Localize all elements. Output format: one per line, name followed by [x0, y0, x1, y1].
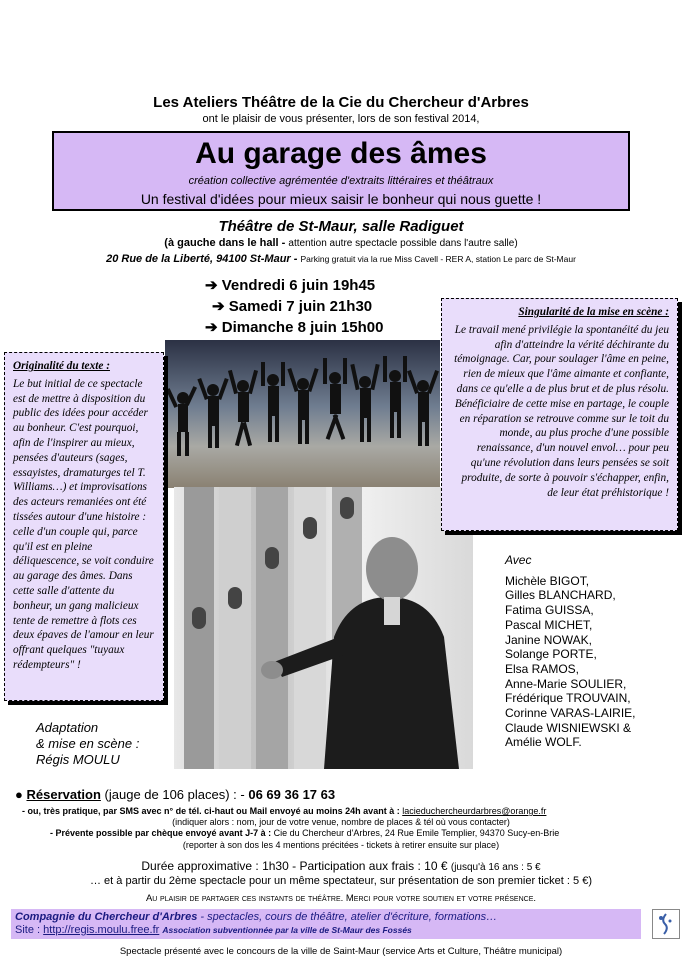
- date-text: Samedi 7 juin 21h30: [228, 298, 373, 315]
- header-org: Les Ateliers Théâtre de la Cie du Chercheur d'Arbres: [153, 94, 529, 111]
- presale-address: Cie du Chercheur d'Arbres, 24 Rue Emile Templier, 94370 Sucy-en-Brie: [273, 828, 560, 838]
- site-label: Site :: [15, 924, 41, 936]
- tree-logo-icon: [653, 910, 679, 938]
- adaptation-line1: Adaptation: [36, 720, 99, 735]
- show-title: Au garage des âmes: [195, 137, 487, 170]
- arrow-right-icon: ➔: [205, 319, 218, 336]
- show-tagline: Un festival d'idées pour mieux saisir le bonheur qui nous guette !: [140, 191, 542, 207]
- cast-member: Elsa RAMOS,: [505, 661, 580, 676]
- reservation-line: [15, 787, 335, 802]
- reservation-sms-note: (indiquer alors : nom, jour de votre venue, nombre de places & tél où vous contacter): [172, 817, 510, 827]
- duration-line: [0, 859, 682, 873]
- title-box: [52, 131, 630, 211]
- venue-parking: Parking gratuit via la rue Miss Cavell - RER A, station Le parc de St-Maur: [300, 254, 576, 264]
- adaptation-credit: [36, 720, 176, 768]
- arrow-right-icon: ➔: [205, 277, 218, 294]
- cast-list: [505, 553, 675, 750]
- originality-body: Le but initial de ce spectacle est de mettre à disposition du public des idées pour accéder au bonheur. C'est pourquoi, afin de l'inspirer au mieux, pensées d'auteurs (sages, essayistes, dramaturges tel T. Williams…) et improvisations des acteurs remaniées ont été tissées autour d'une histoire : celle d'un couple qui, parce qu'il est en pleine déliquescence, se voit conduire au garage des âmes. Dans cette salle d'attente du bonheur, un gang malicieux tente de remettre à flots ces deux épaves de l'amour en leur offrant quelques "tuyaux rédempteurs" !: [13, 377, 154, 671]
- reservation-presale: [50, 828, 559, 838]
- cast-member: Anne-Marie SOULIER,: [505, 676, 627, 691]
- cast-member: Janine NOWAK,: [505, 632, 592, 647]
- originality-panel: [4, 352, 164, 701]
- cast-member: Michèle BIGOT,: [505, 573, 590, 588]
- venue-directions: [0, 237, 682, 249]
- company-logo: [652, 909, 680, 939]
- jumping-people-image: [165, 340, 440, 488]
- site-link[interactable]: http://regis.moulu.free.fr: [43, 924, 160, 936]
- adaptation-line3: Régis MOULU: [36, 752, 120, 767]
- date-text: Vendredi 6 juin 19h45: [221, 277, 376, 294]
- presale-note: (reporter à son dos les 4 mentions précitées - tickets à retirer ensuite sur place): [182, 840, 500, 850]
- reservation-email-link[interactable]: lacieduchercheurdarbres@orange.fr: [402, 806, 547, 816]
- footer-site: [15, 924, 412, 936]
- singularity-panel: [441, 298, 678, 531]
- venue-address-bold: 20 Rue de la Liberté, 94100 St-Maur -: [106, 253, 298, 265]
- company-name: Compagnie du Chercheur d'Arbres: [15, 911, 198, 923]
- cast-member: Claude WISNIEWSKI &: [505, 720, 632, 735]
- youth-price: (jusqu'à 16 ans : 5 €: [450, 862, 541, 873]
- footer-box: [11, 909, 641, 939]
- date-text: Dimanche 8 juin 15h00: [221, 319, 384, 336]
- venue-directions-bold: (à gauche dans le hall -: [164, 237, 286, 249]
- cast-member: Pascal MICHET,: [505, 617, 593, 632]
- company-activities: - spectacles, cours de théâtre, atelier d'écriture, formations…: [200, 911, 498, 923]
- venue-directions-rest: attention autre spectacle possible dans l'autre salle): [288, 238, 518, 249]
- cast-member: Frédérique TROUVAIN,: [505, 691, 631, 706]
- venue-address: [0, 253, 682, 265]
- date-friday: [205, 276, 375, 294]
- adaptation-line2: & mise en scène :: [36, 736, 140, 751]
- cast-member: Amélie WOLF.: [505, 735, 582, 750]
- reservation-sms: [22, 806, 546, 816]
- reservation-capacity: (jauge de 106 places) : -: [104, 787, 245, 802]
- date-sunday: [205, 318, 383, 336]
- reservation-label: Réservation: [26, 787, 101, 802]
- association-note: Association subventionnée par la ville de St-Maur des Fossés: [162, 925, 412, 935]
- cast-member: Solange PORTE,: [505, 647, 597, 662]
- organ-pipes-image: [174, 487, 473, 769]
- duration-text: Durée approximative : 1h30 - Participation aux frais : 10 €: [141, 859, 448, 873]
- thanks-line: Au plaisir de partager ces instants de théâtre. Merci pour votre soutien et votre présence.: [145, 893, 537, 904]
- arrow-right-icon: ➔: [212, 298, 225, 315]
- header-intro: ont le plaisir de vous présenter, lors de son festival 2014,: [202, 113, 480, 125]
- venue-name: Théâtre de St-Maur, salle Radiguet: [218, 218, 464, 235]
- originality-title: Originalité du texte :: [13, 360, 110, 372]
- photo-organ-man: [174, 487, 473, 769]
- cast-member: Corinne VARAS-LAIRIE,: [505, 706, 636, 721]
- reservation-sms-text: - ou, très pratique, par SMS avec n° de tél. ci-haut ou Mail envoyé au moins 24h avant à :: [22, 806, 400, 816]
- show-subtitle: création collective agrémentée d'extraits littéraires et théâtraux: [188, 175, 494, 187]
- reservation-phone[interactable]: 06 69 36 17 63: [248, 787, 336, 802]
- singularity-title: Singularité de la mise en scène :: [518, 306, 669, 318]
- date-saturday: [212, 297, 372, 315]
- credit-line: Spectacle présenté avec le concours de la ville de Saint-Maur (service Arts et Culture, Théâtre municipal): [119, 946, 563, 957]
- singularity-body: Le travail mené privilégie la spontanéité du jeu afin d'atteindre la vérité déchirante du témoignage. Car, pour soulager l'âme en peine, rien de mieux que l'âme aimante et confiante, dans ce qu'elle a de plus brut et de plus résolu. Bénéficiaire de cette mise en partage, le couple en réparation se retrouve comme sur le toit du monde, au plus proche d'une possible renaissance, d'un nouvel envol… pour peu qu'une révolution dans leurs pensées se soit produite, de sorte à pouvoir s'échapper, enfin, de leur état préhistorique !: [454, 323, 669, 499]
- photo-jumping-group: [165, 340, 440, 488]
- footer-company: [15, 911, 497, 923]
- cast-member: Fatima GUISSA,: [505, 603, 594, 618]
- cast-member: Gilles BLANCHARD,: [505, 588, 616, 603]
- second-show-price: … et à partir du 2ème spectacle pour un même spectateur, sur présentation de son premier ticket : 5 €): [90, 875, 592, 887]
- cast-label: Avec: [505, 553, 532, 567]
- bullet-icon: ●: [15, 787, 23, 802]
- presale-bold: - Prévente possible par chèque envoyé avant J-7 à :: [50, 828, 272, 838]
